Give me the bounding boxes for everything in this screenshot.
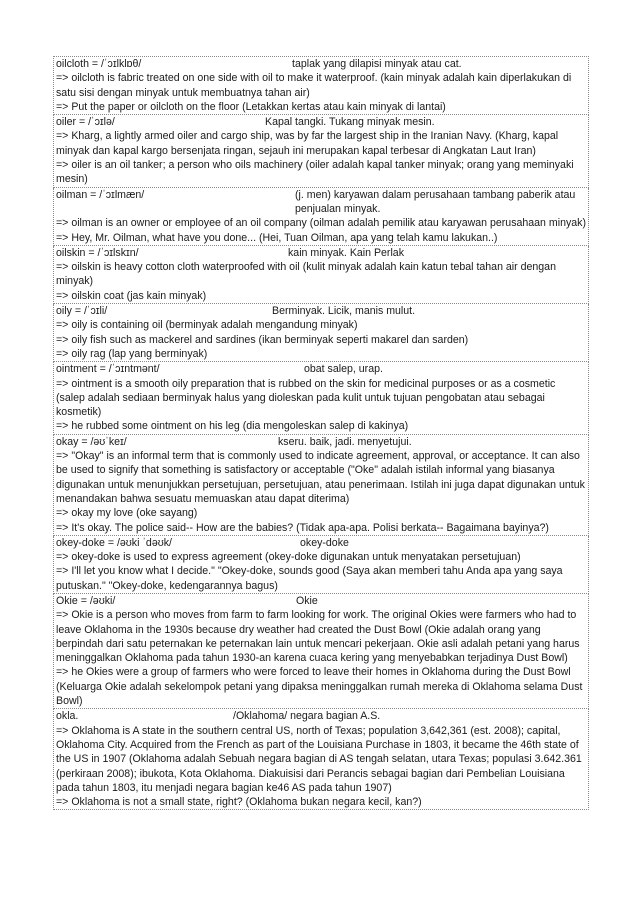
entry-gloss: okey-doke xyxy=(300,536,349,549)
entry-example-line: => oiler is an oil tanker; a person who oils machinery (oiler adalah kapal tanker minyak; orang yang meminyaki mesin) xyxy=(56,159,574,186)
entry-word: oily = /ˈɔɪli/ xyxy=(56,305,108,318)
entry-example-line: => oilcloth is fabric treated on one side with oil to make it waterproof. (kain minyak adalah kain diperlakukan di satu sisi dengan minyak untuk membuatnya tahan air) xyxy=(56,72,572,99)
entry-example-line: => oily fish such as mackerel and sardines (ikan berminyak seperti makarel dan sarden) xyxy=(56,333,469,346)
entry-example-line: => oilman is an owner or employee of an oil company (oilman adalah pemilik atau karyawan perusahaan minyak) xyxy=(56,217,586,230)
entry-gloss: kain minyak. Kain Perlak xyxy=(288,246,404,259)
entry-example-line: => oilskin is heavy cotton cloth waterproofed with oil (kulit minyak adalah kain katun tebal tahan air dengan minyak) xyxy=(56,261,556,288)
entry-gloss: Okie xyxy=(296,594,318,607)
entry-example-line: => ointment is a smooth oily preparation that is rubbed on the skin for medicinal purposes or as a cosmetic (salep adalah sediaan berminyak halus yang dioleskan pada kulit untuk tujuan pengobatan atau sebagai kosmetik) xyxy=(56,377,556,419)
dictionary-entry xyxy=(53,435,589,536)
dictionary-entry xyxy=(53,536,589,594)
entry-example-line: => oilskin coat (jas kain minyak) xyxy=(56,289,207,302)
entry-gloss: Kapal tangki. Tukang minyak mesin. xyxy=(265,116,435,129)
entry-headline xyxy=(56,594,587,608)
entry-word: Okie = /əʊki/ xyxy=(56,594,116,607)
entry-example-line: => "Okay" is an informal term that is commonly used to indicate agreement, approval, or acceptance. It can also be used to signify that something is satisfactory or acceptable ("Oke" adalah istilah informal yang biasanya digunakan untuk menunjukkan persetujuan, persetujuan, atau penerimaan. Istilah ini juga dapat digunakan untuk menandakan bahwa sesuatu memuaskan atau dapat diterima) xyxy=(56,450,585,505)
entry-headline xyxy=(56,57,587,71)
entry-example-line: => oily is containing oil (berminyak adalah mengandung minyak) xyxy=(56,319,358,332)
entry-headline xyxy=(56,115,587,129)
dictionary-entry xyxy=(53,56,589,115)
entry-example-line: => Put the paper or oilcloth on the floor (Letakkan kertas atau kain minyak di lantai) xyxy=(56,100,446,113)
entry-word: oilman = /ˈɔɪlmæn/ xyxy=(56,188,145,201)
dictionary-entry xyxy=(53,188,589,246)
entry-example-line: => he Okies were a group of farmers who were forced to leave their homes in Oklahoma during the Dust Bowl (Keluarga Okie adalah sekelompok petani yang dipaksa meninggalkan rumah mereka di Oklahoma selama Dust Bowl) xyxy=(56,666,583,708)
dictionary-entry xyxy=(53,246,589,304)
entry-example-line: => Kharg, a lightly armed oiler and cargo ship, was by far the largest ship in the Iranian Navy. (Kharg, kapal minyak dan kapal kargo bersenjata ringan, sejauh ini merupakan kapal terbesar di Angkatan Laut Iran) xyxy=(56,130,559,157)
entry-example-line: => Hey, Mr. Oilman, what have you done... (Hei, Tuan Oilman, apa yang telah kamu lakukan..) xyxy=(56,231,498,244)
entry-example-line: => okey-doke is used to express agreement (okey-doke digunakan untuk menyatakan persetujuan) xyxy=(56,551,521,564)
dictionary-entry xyxy=(53,709,589,810)
entry-word: oilskin = /ˈɔɪlskɪn/ xyxy=(56,246,139,259)
entry-word: ointment = /ˈɔɪntmənt/ xyxy=(56,363,160,376)
entry-example-line: => okay my love (oke sayang) xyxy=(56,507,198,520)
entry-example-line: => oily rag (lap yang berminyak) xyxy=(56,347,208,360)
entry-example-line: => It's okay. The police said-- How are the babies? (Tidak apa-apa. Polisi berkata-- Bagaimana bayinya?) xyxy=(56,521,549,534)
entry-example-line: => Oklahoma is A state in the southern central US, north of Texas; population 3,642,361 (est. 2008); capital, Oklahoma City. Acquired from the French as part of the Louisiana Purchase in 1803, it became the 46th state of the US in 1907 (Oklahoma adalah Sebuah negara bagian di AS tengah selatan, utara Texas; populasi 3.642.361 (perkiraan 2008); ibukota, Kota Oklahoma. Diakuisisi dari Perancis sebagai bagian dari Pembelian Louisiana pada tahun 1803, itu menjadi negara bagian ke46 AS pada tahun 1907) xyxy=(56,724,582,794)
entry-word: oiler = /ˈɔɪlə/ xyxy=(56,116,115,129)
entry-example-line: => Okie is a person who moves from farm to farm looking for work. The original Okies were farmers who had to leave Oklahoma in the 1930s because dry weather had created the Dust Bowl (Okie adalah orang yang berpindah dari satu peternakan ke peternakan lain untuk mencari pekerjaan. Okie asli adalah petani yang harus meninggalkan Oklahoma pada tahun 1930-an karena cuaca kering yang menyebabkan terjadinya Dust Bowl) xyxy=(56,609,580,665)
entry-example-line: => I'll let you know what I decide." "Okey-doke, sounds good (Saya akan memberi tahu Anda apa yang saya putuskan." "Okey-doke, kedengarannya bagus) xyxy=(56,565,563,592)
entry-headline xyxy=(56,304,587,318)
dictionary-entry xyxy=(53,304,589,362)
entry-gloss: taplak yang dilapisi minyak atau cat. xyxy=(292,58,462,70)
entry-gloss: Berminyak. Licik, manis mulut. xyxy=(272,305,416,318)
entry-word: okla. xyxy=(56,710,79,723)
entry-example-line: => he rubbed some ointment on his leg (dia mengoleskan salep di kakinya) xyxy=(56,420,409,433)
entry-headline xyxy=(56,435,587,449)
entry-example-line: => Oklahoma is not a small state, right? (Oklahoma bukan negara kecil, kan?) xyxy=(56,796,422,809)
entry-headline xyxy=(56,188,587,217)
entry-headline xyxy=(56,362,587,376)
entry-word: okay = /əʊˈkeɪ/ xyxy=(56,435,127,448)
entry-word: oilcloth = /ˈɔɪlklɒθ/ xyxy=(56,58,142,70)
dictionary-entry xyxy=(53,594,589,709)
dictionary-page xyxy=(53,56,589,810)
entry-headline xyxy=(56,536,587,550)
entry-headline xyxy=(56,709,587,723)
entry-word: okey-doke = /əʊki ˈdəʊk/ xyxy=(56,536,172,549)
entry-gloss: obat salep, urap. xyxy=(304,363,383,376)
entry-headline xyxy=(56,246,587,260)
entry-gloss: kseru. baik, jadi. menyetujui. xyxy=(278,435,412,448)
entry-gloss: /Oklahoma/ negara bagian A.S. xyxy=(233,710,381,723)
dictionary-entry xyxy=(53,362,589,434)
dictionary-entry xyxy=(53,115,589,187)
entry-gloss: (j. men) karyawan dalam perusahaan tambang paberik atau penjualan minyak. xyxy=(295,188,576,215)
